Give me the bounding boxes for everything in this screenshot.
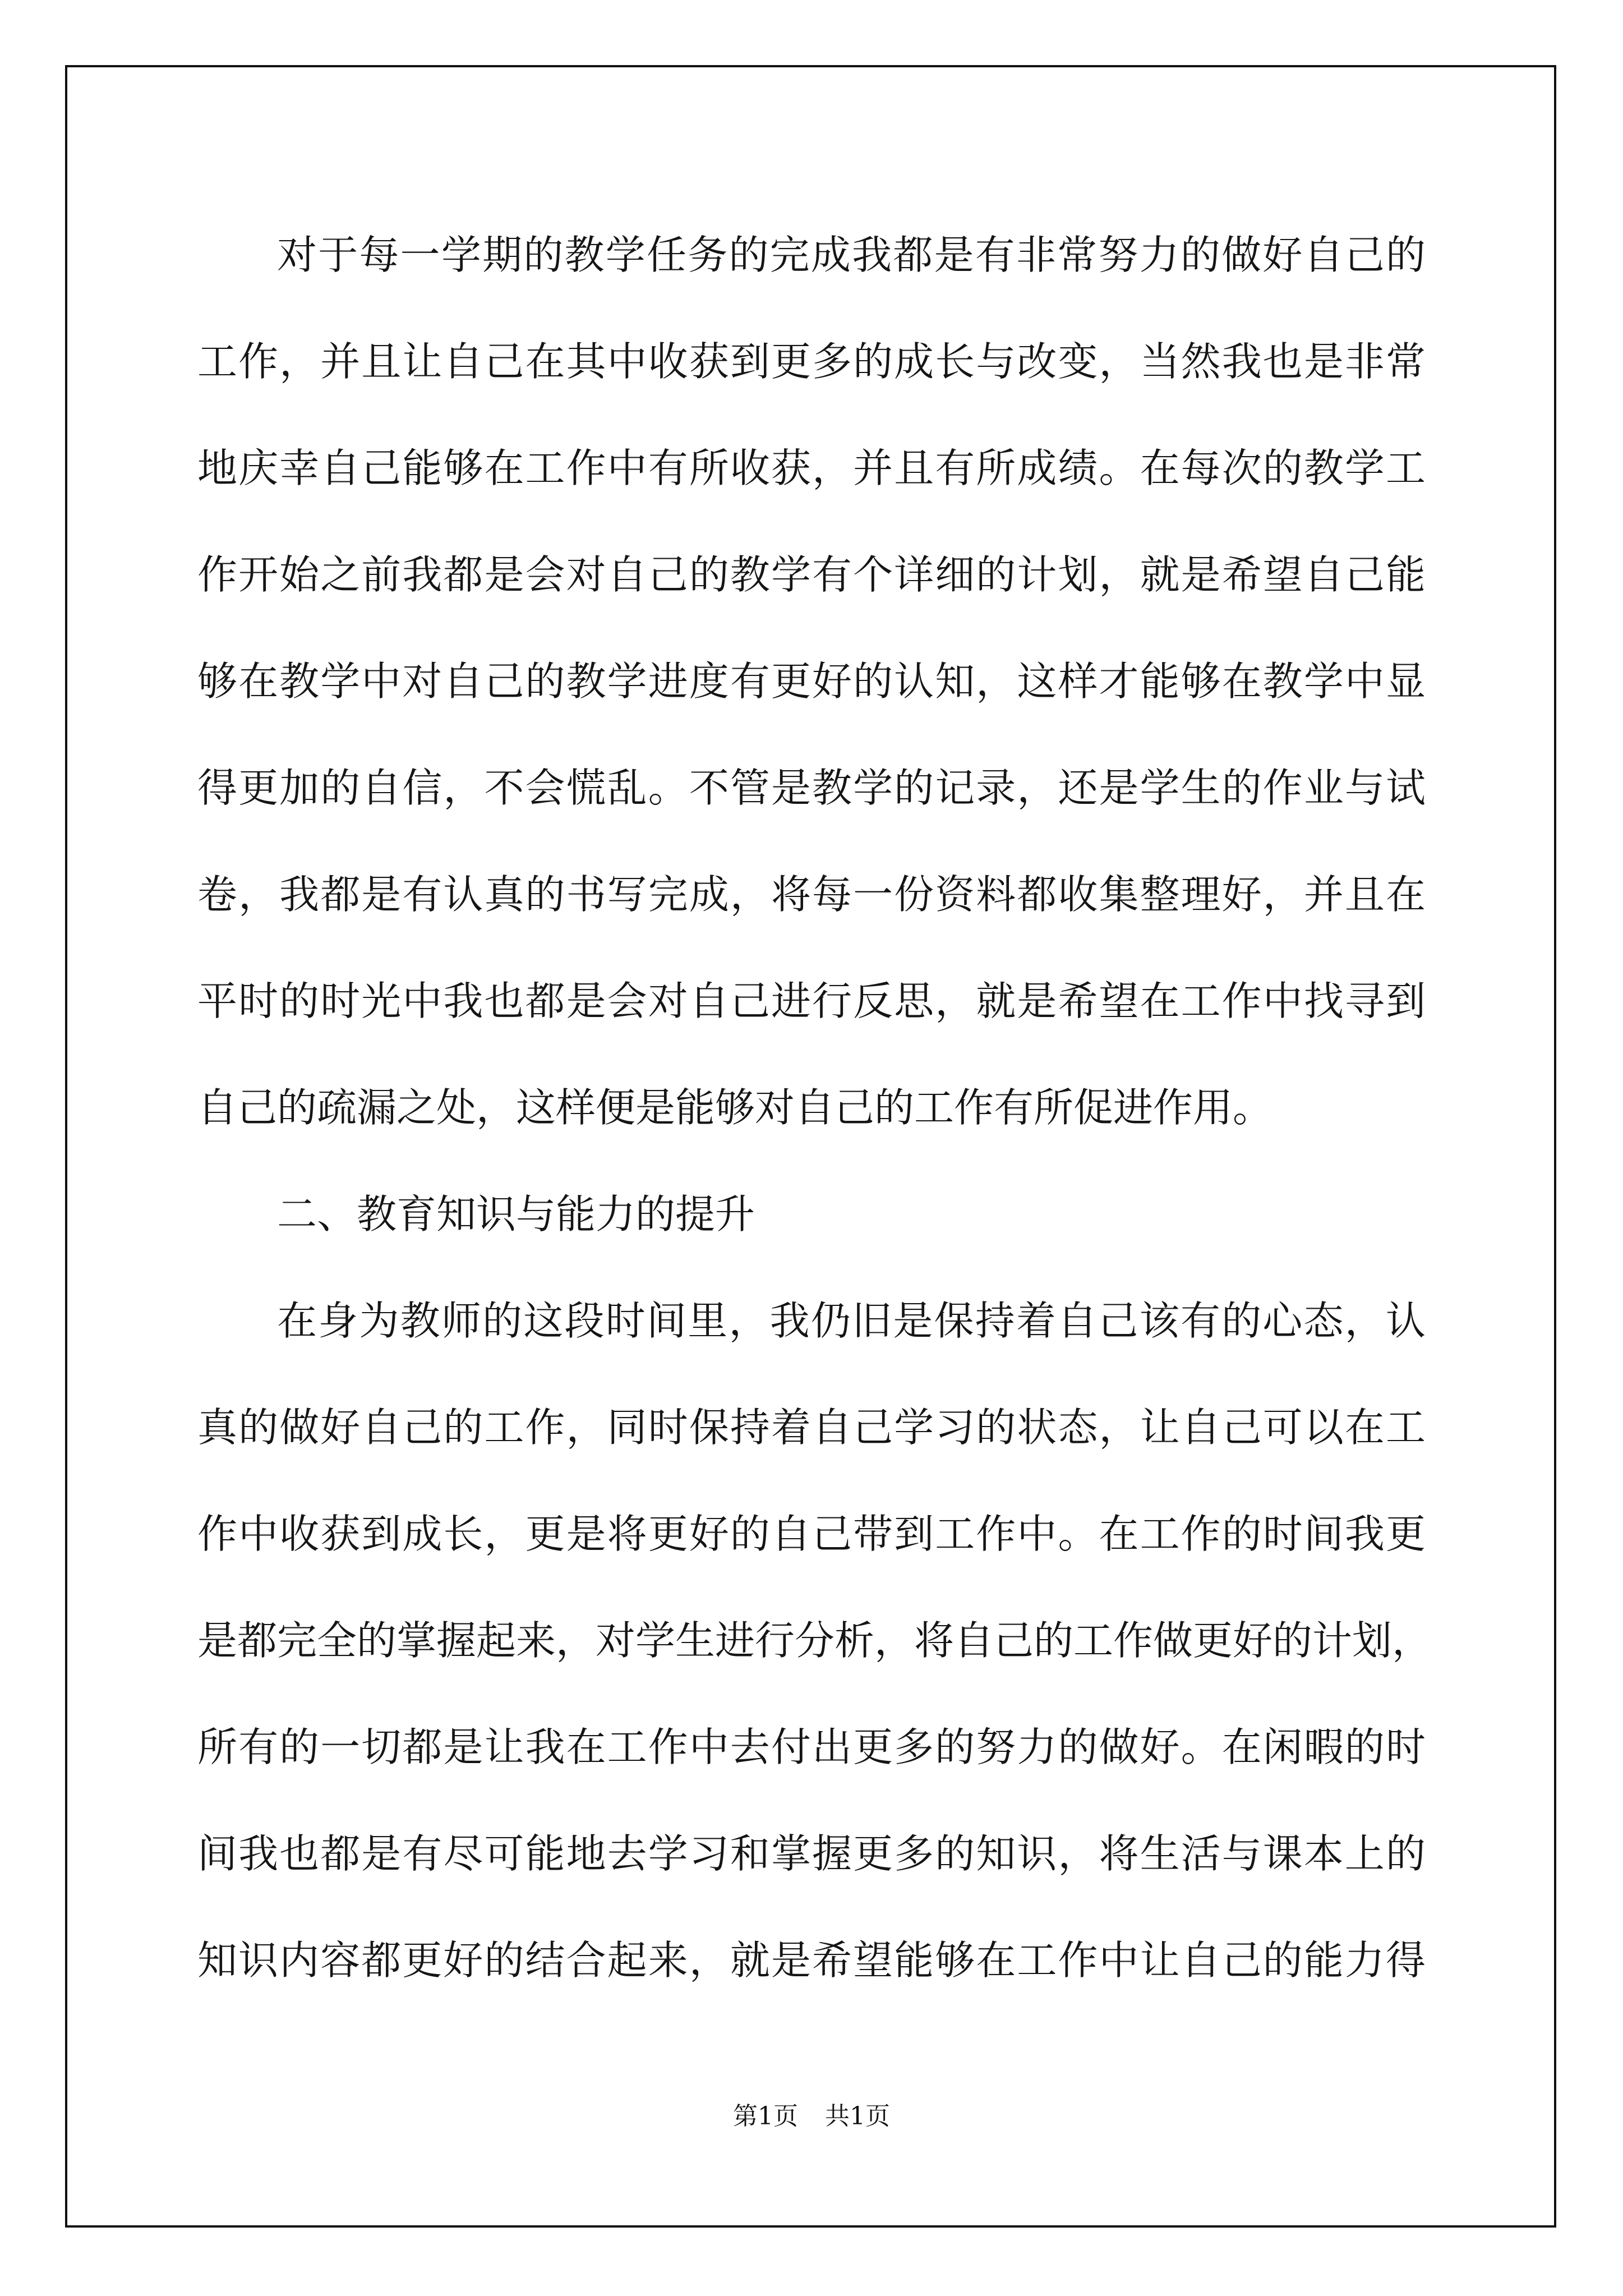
page-number: 第1页 (733, 2102, 798, 2131)
paragraph-2-line-4: 是都完全的掌握起来，对学生进行分析，将自己的工作做更好的计划， (197, 1617, 1432, 1664)
paragraph-2-line-7: 知识内容都更好的结合起来，就是希望能够在工作中让自己的能力得 (197, 1937, 1426, 1984)
paragraph-1-line-7: 卷，我都是有认真的书写完成，将每一份资料都收集整理好，并且在 (197, 871, 1426, 918)
page-footer (0, 2096, 1623, 2132)
paragraph-2-line-5: 所有的一切都是让我在工作中去付出更多的努力的做好。在闲暇的时 (197, 1724, 1426, 1770)
paragraph-1-line-4: 作开始之前我都是会对自己的教学有个详细的计划，就是希望自己能 (197, 551, 1426, 598)
paragraph-1-line-1: 对于每一学期的教学任务的完成我都是有非常努力的做好自己的 (277, 232, 1426, 278)
paragraph-2-line-1: 在身为教师的这段时间里，我仍旧是保持着自己该有的心态，认 (277, 1297, 1426, 1344)
paragraph-2-line-2: 真的做好自己的工作，同时保持着自己学习的状态，让自己可以在工 (197, 1404, 1426, 1451)
paragraph-1-line-5: 够在教学中对自己的教学进度有更好的认知，这样才能够在教学中显 (197, 658, 1426, 705)
paragraph-1-line-9: 自己的疏漏之处，这样便是能够对自己的工作有所促进作用。 (197, 1084, 1273, 1131)
document-body (197, 202, 1432, 2014)
paragraph-1-line-2: 工作，并且让自己在其中收获到更多的成长与改变，当然我也是非常 (197, 338, 1426, 385)
paragraph-1-line-3: 地庆幸自己能够在工作中有所收获，并且有所成绩。在每次的教学工 (197, 445, 1426, 491)
paragraph-2-line-6: 间我也都是有尽可能地去学习和掌握更多的知识，将生活与课本上的 (197, 1830, 1426, 1877)
page-total: 共1页 (825, 2102, 890, 2131)
section-heading: 二、教育知识与能力的提升 (277, 1191, 755, 1237)
paragraph-2-line-3: 作中收获到成长，更是将更好的自己带到工作中。在工作的时间我更 (197, 1511, 1426, 1557)
paragraph-1-line-6: 得更加的自信，不会慌乱。不管是教学的记录，还是学生的作业与试 (197, 765, 1426, 811)
paragraph-1-line-8: 平时的时光中我也都是会对自己进行反思，就是希望在工作中找寻到 (197, 978, 1426, 1024)
